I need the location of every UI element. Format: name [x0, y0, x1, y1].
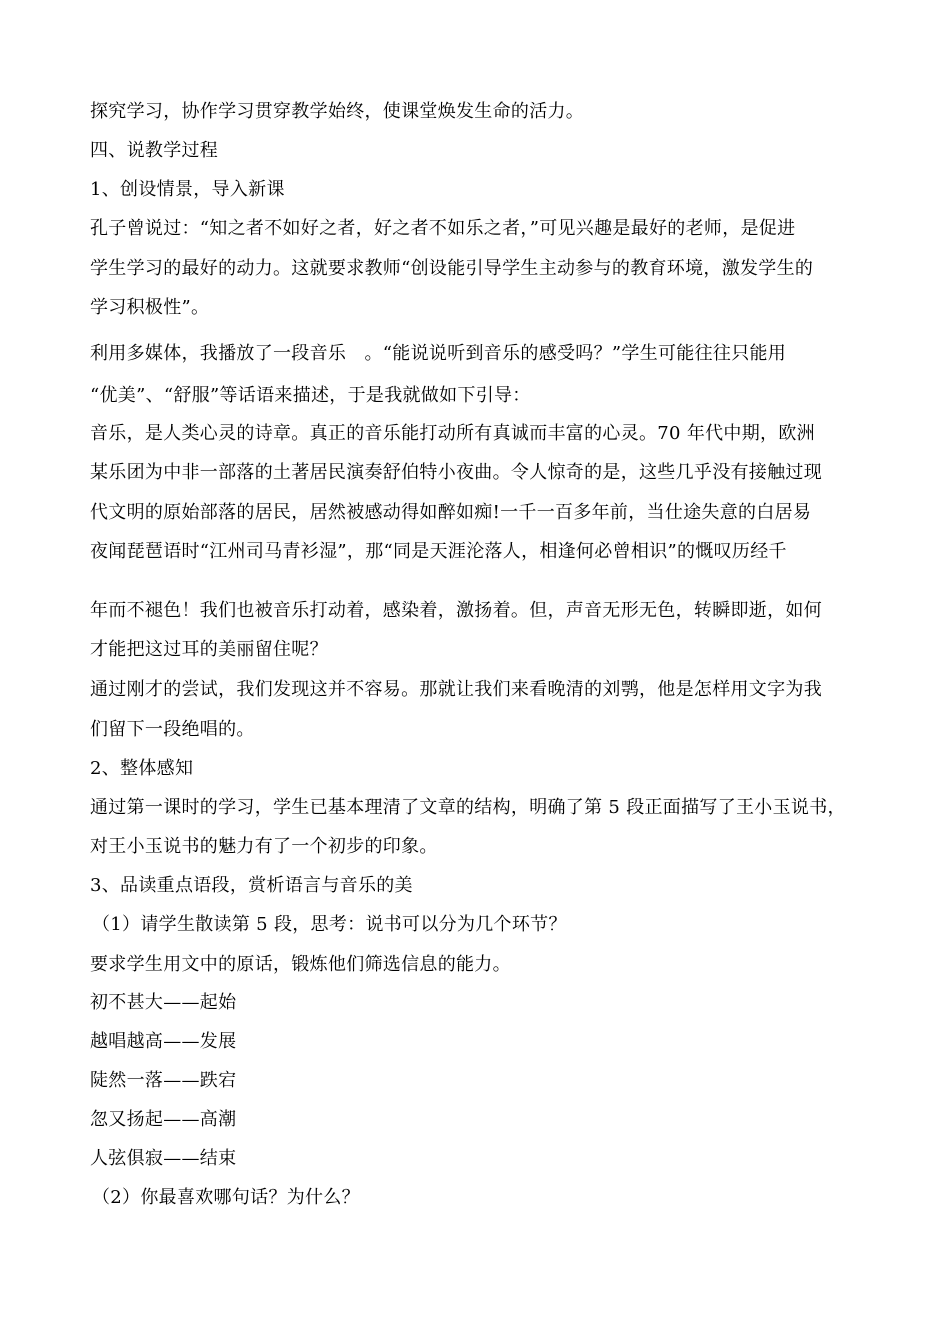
question-line: （2）你最喜欢哪句话？为什么？ — [92, 1187, 360, 1208]
paragraph-line: 学生学习的最好的动力。这就要求教师“创设能引导学生主动参与的教育环境，激发学生的 — [90, 258, 814, 279]
paragraph-line: 才能把这过耳的美丽留住呢？ — [90, 639, 328, 660]
paragraph-line: 要求学生用文中的原话，锻炼他们筛选信息的能力。 — [90, 954, 511, 975]
paragraph-line: 通过刚才的尝试，我们发现这并不容易。那就让我们来看晚清的刘鹗，他是怎样用文字为我 — [90, 679, 822, 700]
paragraph-line: 对王小玉说书的魅力有了一个初步的印象。 — [90, 836, 438, 857]
paragraph-line: 夜闻琵琶语时“江州司马青衫湿”，那“同是天涯沦落人，相逢何必曾相识”的慨叹历经千 — [90, 541, 787, 562]
paragraph-line: “优美”、“舒服”等话语来描述，于是我就做如下引导： — [90, 385, 531, 406]
paragraph-line: 音乐，是人类心灵的诗章。真正的音乐能打动所有真诚而丰富的心灵。70 年代中期，欧洲 — [90, 423, 815, 444]
list-item: 初不甚大——起始 — [90, 992, 237, 1013]
paragraph-line: 某乐团为中非一部落的土著居民演奏舒伯特小夜曲。令人惊奇的是，这些几乎没有接触过现 — [90, 462, 822, 483]
paragraph-line: 代文明的原始部落的居民，居然被感动得如醉如痴!一千一百多年前，当仕途失意的白居易 — [90, 502, 812, 523]
paragraph-line: 探究学习，协作学习贯穿教学始终，使课堂焕发生命的活力。 — [90, 101, 585, 122]
list-item: 人弦俱寂——结束 — [90, 1148, 237, 1169]
paragraph-line: 通过第一课时的学习，学生已基本理清了文章的结构，明确了第 5 段正面描写了王小玉说书， — [90, 797, 846, 818]
paragraph-line: 们留下一段绝唱的。 — [90, 719, 255, 740]
list-item: 忽又扬起——高潮 — [90, 1109, 237, 1130]
subsection-heading: 3、品读重点语段，赏析语言与音乐的美 — [90, 875, 413, 896]
list-item: 越唱越高——发展 — [90, 1031, 237, 1052]
paragraph-line: 年而不褪色！我们也被音乐打动着，感染着，激扬着。但，声音无形无色，转瞬即逝，如何 — [90, 600, 822, 621]
paragraph-line: 学习积极性”。 — [90, 297, 210, 318]
subsection-heading: 1、创设情景，导入新课 — [90, 179, 285, 200]
list-item: 陡然一落——跌宕 — [90, 1070, 237, 1091]
paragraph-line: 孔子曾说过：“知之者不如好之者，好之者不如乐之者，”可见兴趣是最好的老师，是促进 — [90, 218, 796, 239]
paragraph-line: 利用多媒体，我播放了一段音乐 。“能说说听到音乐的感受吗？”学生可能往往只能用 — [90, 343, 787, 364]
question-line: （1）请学生散读第 5 段，思考：说书可以分为几个环节？ — [92, 914, 567, 935]
section-heading: 四、说教学过程 — [90, 140, 219, 161]
subsection-heading: 2、整体感知 — [90, 758, 194, 779]
